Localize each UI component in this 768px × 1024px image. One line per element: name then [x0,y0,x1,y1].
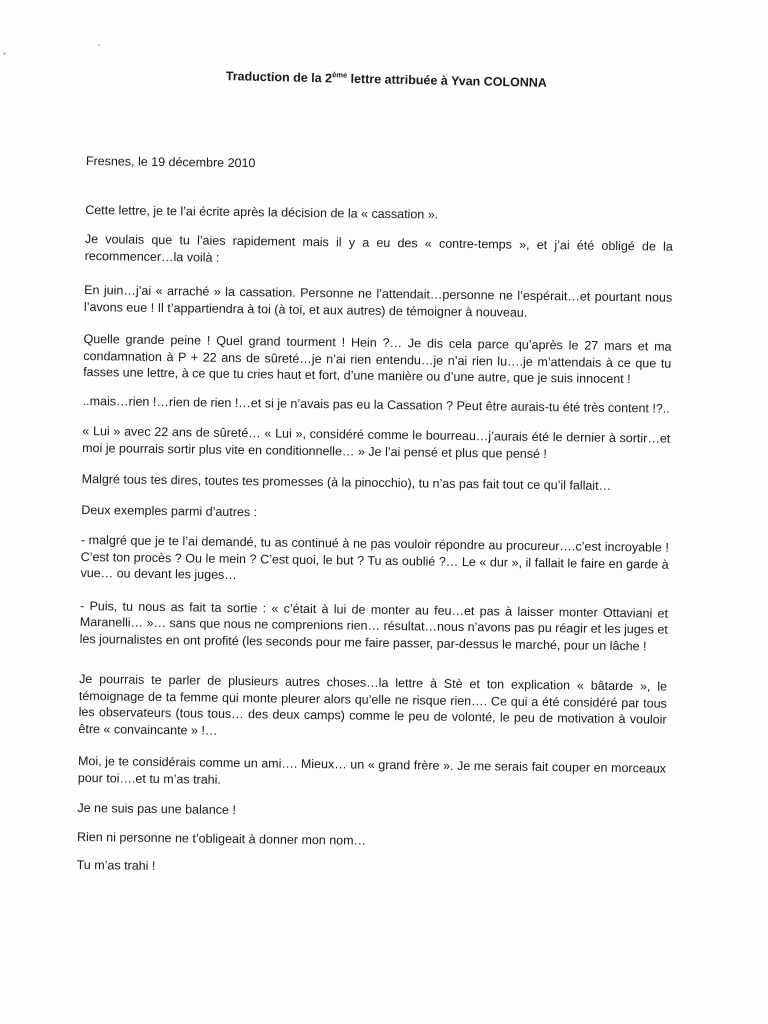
letter-paragraph: - malgré que je te l’ai demandé, tu as continué à ne pas vouloir répondre au procureur….c’est incroyable ! C’est ton procès ? Ou le mein ? C’est quoi, le but ? Tu as oublié ?… Le « dur », il fallait le faire en garde à vue… ou devant les juges… [80,532,669,583]
letter-paragraph: ..mais…rien !…rien de rien !…et si je n’avais pas eu la Cassation ? Peut être aurais-tu été très content !?.. [82,393,670,416]
title-suffix: lettre attribuée à Yvan COLONNA [346,71,548,90]
letter-paragraph: Tu m’as trahi ! [76,857,156,873]
letter-paragraph: - Puis, tu nous as fait ta sortie : « c’était à lui de monter au feu…et pas à laisser monter Ottaviani et Maranelli… »… sans que nous ne comprenions rien… résultat…nous n’avons pas pu réagir et les juges et les journalistes en ont profité (les seconds pour me faire passer, par-dessus le marché, pour un lâche ! [79,598,669,653]
letter-paragraph: Moi, je te considérais comme un ami…. Mieux… un « grand frère ». Je me serais fait couper en morceaux pour toi….et tu m’as trahi. [77,753,667,787]
letter-paragraph: Deux exemples parmi d’autres : [81,502,258,519]
letter-paragraph: Je pourrais te parler de plusieurs autres choses…la lettre à Stè et ton explication « bâtarde », le témoignage de ta femme qui monte pleurer alors qu’elle ne risque rien…. Ce qui a été considéré par tous les observateurs (tous tous… des deux camps) comme le peu de volonté, le peu de motivation à vouloir être « convaincante » !… [78,671,668,738]
letter-paragraph: En juin…j’ai « arraché » la cassation. Personne ne l’attendait…personne ne l’espérait…et pourtant nous l’avons eue ! Il t’appartiendra à toi (à toi, et aux autres) de témoigner à nouveau. [83,282,673,320]
letter-body [77,153,674,881]
date-line: Fresnes, le 19 décembre 2010 [85,153,256,171]
title-prefix: Traduction de la 2 [225,69,333,86]
letter-paragraph: Cette lettre, je te l’ai écrite après la décision de la « cassation ». [85,202,439,222]
scan-speck [3,52,6,55]
scan-speck [98,44,100,46]
letter-title [226,68,586,91]
title-superscript: ème [332,70,348,80]
letter-paragraph: Quelle grande peine ! Quel grand tourment ! Hein ?… Je dis cela parce qu’après le 27 mars et ma condamnation à P + 22 ans de sûreté…je n’ai rien entendu…je n’ai rien lu….je m’attendais à ce que tu fasses une lettre, à ce que tu cries haut et fort, d’une manière ou d’une autre, que je suis innocent ! [83,331,672,387]
letter-paragraph: Malgré tous tes dires, toutes tes promesses (à la pinocchio), tu n’as pas fait tout ce qu’il fallait… [81,471,612,493]
letter-paragraph: Je ne suis pas une balance ! [77,800,236,818]
letter-paragraph: Rien ni personne ne t’obligeait à donner mon nom… [76,829,367,848]
letter-paragraph: Je voulais que tu l’aies rapidement mais il y a eu des « contre-temps », et j’ai été obligé de la recommencer…la voilà : [84,231,673,265]
letter-paragraph: « Lui » avec 22 ans de sûreté… « Lui », considéré comme le bourreau…j’aurais été le dernier à sortir…et moi je pourrais sortir plus vite en conditionnelle… » Je l’ai pensé et plus que pensé ! [82,423,671,461]
